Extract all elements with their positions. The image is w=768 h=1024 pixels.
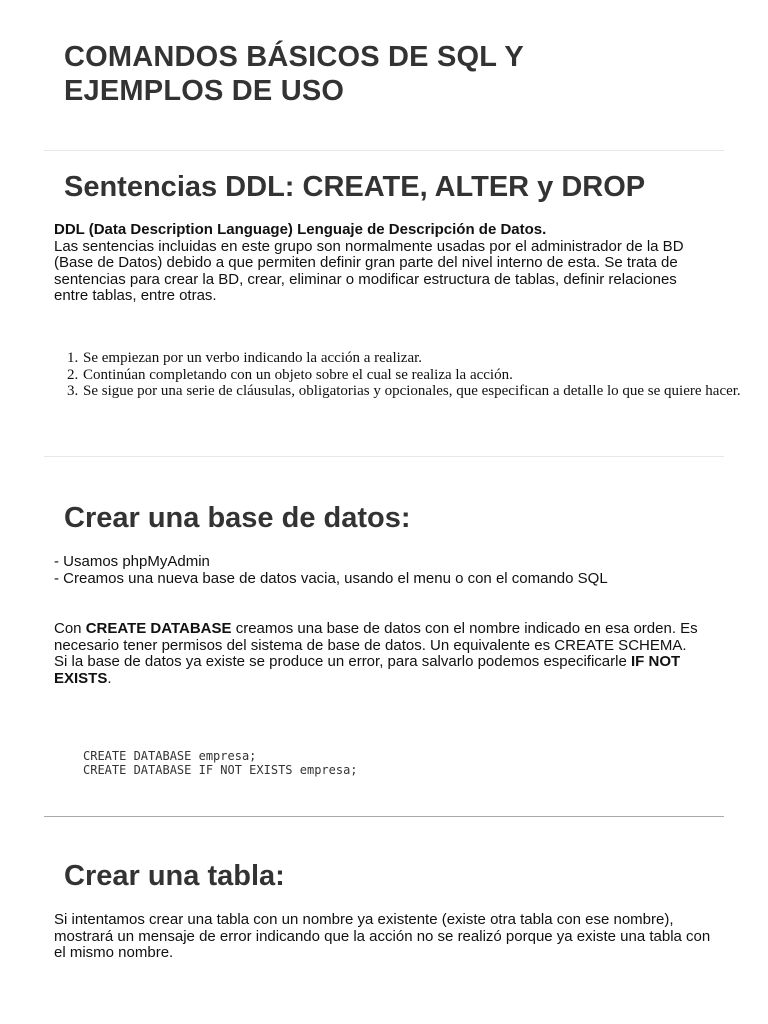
list-item: 2. Continúan completando con un objeto sobre el cual se realiza la acción. bbox=[82, 367, 752, 384]
code-block bbox=[83, 749, 358, 777]
text-segment: . bbox=[107, 669, 112, 687]
page-title: COMANDOS BÁSICOS DE SQL Y EJEMPLOS DE USO bbox=[64, 41, 524, 107]
text-segment: Con bbox=[54, 620, 86, 637]
list-item: 1. Se empiezan por un verbo indicando la acción a realizar. bbox=[82, 350, 752, 367]
create-db-steps bbox=[54, 554, 714, 587]
create-db-heading: Crear una base de datos: bbox=[64, 502, 411, 534]
ddl-description bbox=[54, 222, 714, 305]
section-divider bbox=[44, 456, 724, 457]
section-divider bbox=[44, 816, 724, 817]
keyword-create-database: CREATE DATABASE bbox=[85, 620, 232, 637]
text-segment: Si la base de datos ya existe se produce un error, para salvarlo podemos especificarle bbox=[54, 653, 631, 670]
code-line: CREATE DATABASE IF NOT EXISTS empresa; bbox=[83, 763, 358, 777]
list-item: 3. Se sigue por una serie de cláusulas, obligatorias y opcionales, que especifican a detalle lo que se quiere hacer. bbox=[82, 383, 752, 400]
create-db-explanation bbox=[54, 621, 714, 687]
create-table-heading: Crear una tabla: bbox=[64, 860, 285, 892]
ddl-subtitle: DDL (Data Description Language) Lenguaje de Descripción de Datos. bbox=[54, 221, 547, 238]
ddl-body: Las sentencias incluidas en este grupo son normalmente usadas por el administrador de la BD (Base de Datos) debido a que permiten definir gran parte del nivel interno de esta. Se trata de sentencias para crear la BD, crear, eliminar o modificar estructura de tablas, definir relaciones entre tablas, entre otras. bbox=[54, 237, 684, 304]
keyword-if-not-exists: IF NOT EXISTS bbox=[54, 653, 681, 687]
text-segment: creamos una base de datos con el nombre indicado en esa orden. Es necesario tener permisos del sistema de base de datos. Un equivalente es CREATE SCHEMA. bbox=[54, 620, 698, 654]
create-table-body: Si intentamos crear una tabla con un nombre ya existente (existe otra tabla con ese nombre), mostrará un mensaje de error indicando que la acción no se realizó porque ya existe una tabla con el mismo nombre. bbox=[54, 911, 711, 961]
ddl-heading: Sentencias DDL: CREATE, ALTER y DROP bbox=[64, 171, 646, 203]
step-new-db: - Creamos una nueva base de datos vacia, usando el menu o con el comando SQL bbox=[54, 569, 608, 587]
section-divider bbox=[44, 150, 724, 151]
code-line: CREATE DATABASE empresa; bbox=[83, 749, 257, 763]
step-phpmyadmin: - Usamos phpMyAdmin bbox=[54, 553, 210, 570]
ddl-steps-list bbox=[54, 350, 752, 400]
